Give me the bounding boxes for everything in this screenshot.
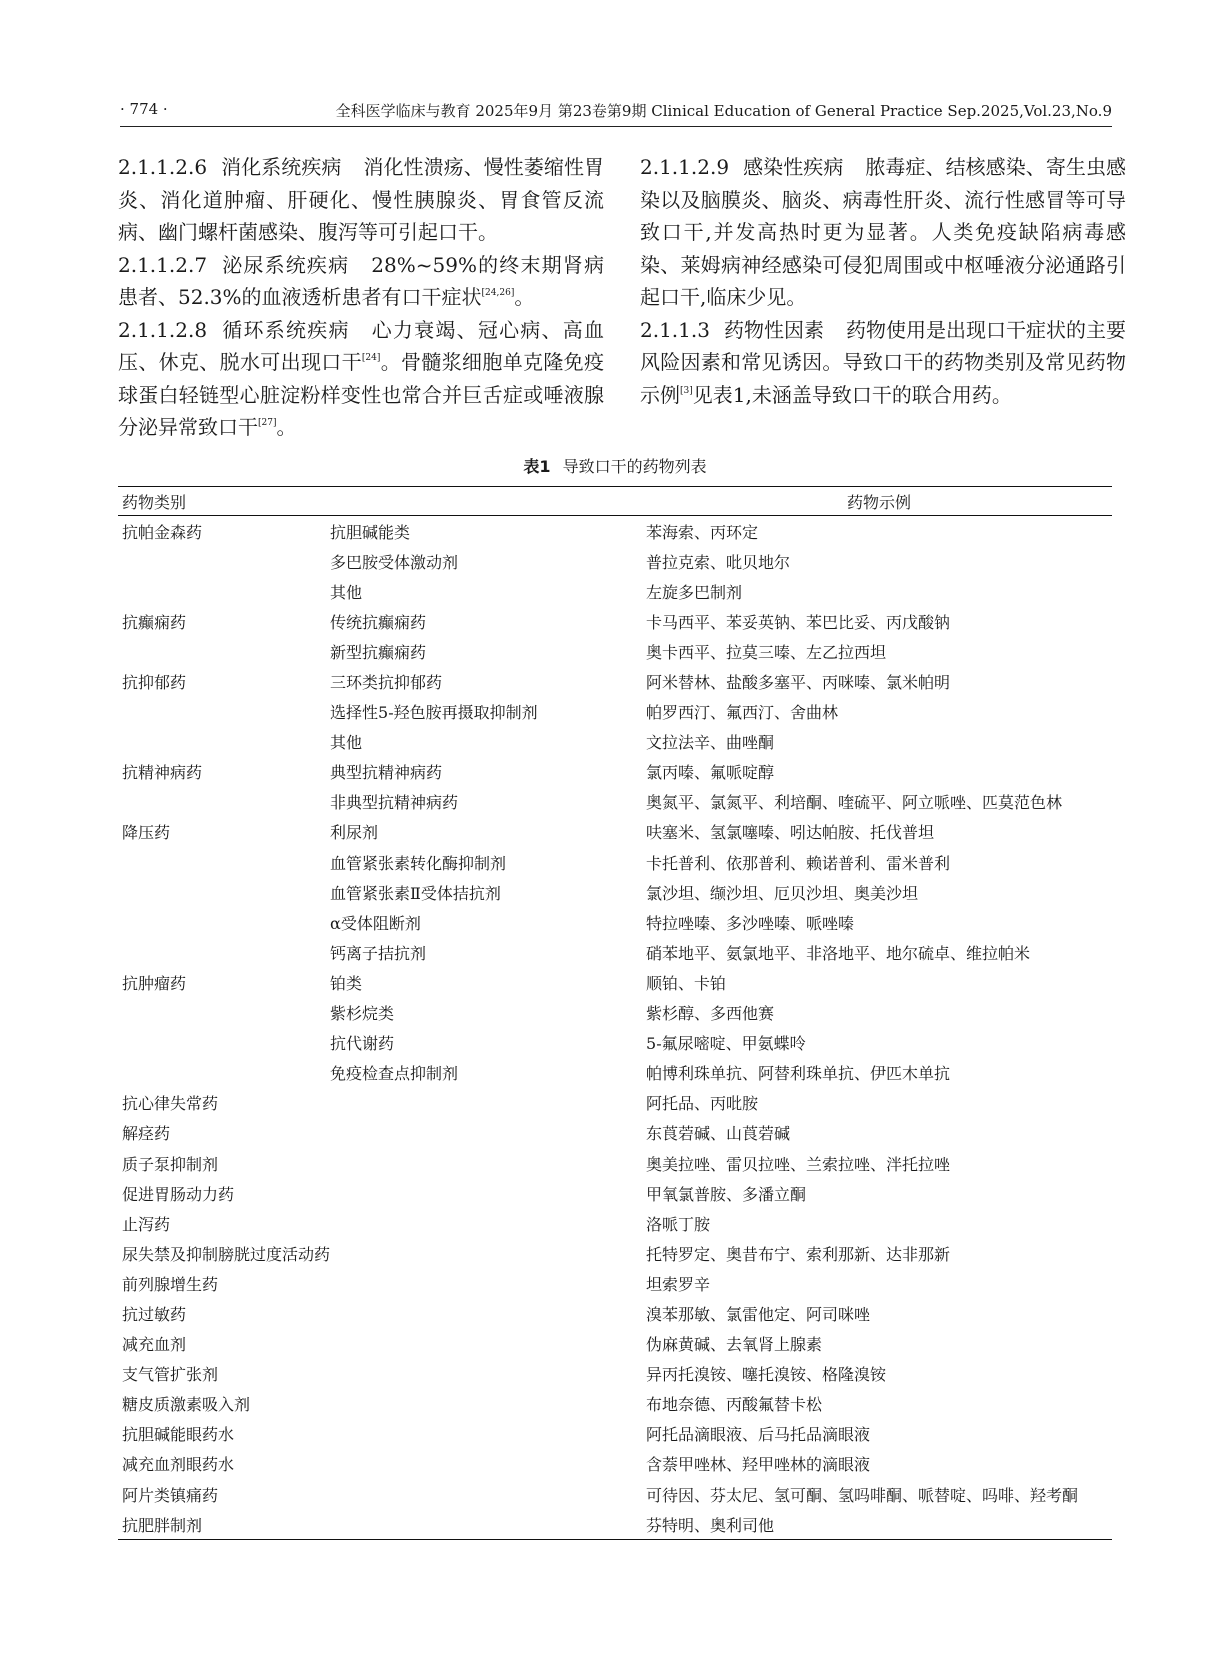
cell-category: 前列腺增生药 — [122, 1274, 219, 1294]
cell-examples: 洛哌丁胺 — [646, 1214, 711, 1234]
cell-subcategory — [330, 1329, 646, 1359]
section-paragraph: 2.1.1.3 药物性因素 药物使用是出现口干症状的主要风险因素和常见诱因。导致口干的药物类别及常见药物示例[3]见表1,未涵盖导致口干的联合用药。 — [640, 317, 1127, 407]
cell-examples: 可待因、芬太尼、氢可酮、氢吗啡酮、哌替啶、吗啡、羟考酮 — [646, 1485, 1079, 1505]
cell-examples: 氯沙坦、缬沙坦、厄贝沙坦、奥美沙坦 — [646, 883, 919, 903]
citation-ref: [24] — [361, 353, 381, 363]
cell-category — [118, 576, 330, 606]
cell-subcategory: 其他 — [330, 733, 363, 753]
cell-examples: 东莨菪碱、山莨菪碱 — [646, 1124, 791, 1144]
table-row — [118, 1088, 1112, 1118]
cell-category — [118, 907, 330, 937]
cell-examples: 含萘甲唑林、羟甲唑林的滴眼液 — [646, 1455, 871, 1475]
cell-category: 降压药 — [122, 823, 171, 843]
header-category: 药物类别 — [118, 487, 646, 516]
section-heading: 感染性疾病 — [743, 155, 844, 179]
left-column — [118, 151, 604, 444]
cell-category: 抗抑郁药 — [122, 673, 187, 693]
cell-examples: 左旋多巴制剂 — [646, 582, 743, 602]
cell-category — [118, 1058, 330, 1088]
cell-examples: 帕博利珠单抗、阿替利珠单抗、伊匹木单抗 — [646, 1064, 951, 1084]
cell-subcategory: 紫杉烷类 — [330, 1004, 395, 1024]
table-row — [118, 757, 1112, 787]
table-row — [118, 606, 1112, 636]
cell-examples: 芬特明、奥利司他 — [646, 1509, 1112, 1540]
cell-subcategory — [330, 1268, 646, 1298]
cell-subcategory: 抗胆碱能类 — [330, 522, 411, 542]
table-row — [118, 516, 1112, 547]
cell-subcategory — [330, 1449, 646, 1479]
cell-category: 抗肿瘤药 — [122, 973, 187, 993]
cell-examples: 异丙托溴铵、噻托溴铵、格隆溴铵 — [646, 1365, 887, 1385]
cell-subcategory: 利尿剂 — [330, 823, 379, 843]
cell-subcategory: 其他 — [330, 582, 363, 602]
cell-category: 支气管扩张剂 — [122, 1365, 219, 1385]
cell-examples: 阿米替林、盐酸多塞平、丙咪嗪、氯米帕明 — [646, 673, 951, 693]
cell-category — [118, 877, 330, 907]
table-row — [118, 1298, 1112, 1328]
cell-subcategory: 免疫检查点抑制剂 — [330, 1064, 459, 1084]
cell-examples: 卡托普利、依那普利、赖诺普利、雷米普利 — [646, 853, 951, 873]
cell-subcategory — [330, 1419, 646, 1449]
cell-category: 解痉药 — [122, 1124, 171, 1144]
table-title: 导致口干的药物列表 — [562, 457, 707, 476]
cell-examples: 硝苯地平、氨氯地平、非洛地平、地尔硫卓、维拉帕米 — [646, 943, 1031, 963]
table-row — [118, 937, 1112, 967]
cell-subcategory: 典型抗精神病药 — [330, 763, 443, 783]
cell-category: 减充血剂 — [122, 1335, 187, 1355]
section-paragraph: 2.1.1.2.6 消化系统疾病 消化性溃疡、慢性萎缩性胃炎、消化道肿瘤、肝硬化、慢性胰腺炎、胃食管反流病、幽门螺杆菌感染、腹泻等可引起口干。 — [118, 155, 605, 244]
cell-subcategory: 钙离子拮抗剂 — [330, 943, 427, 963]
table-row — [118, 576, 1112, 606]
section-heading: 循环系统疾病 — [221, 317, 350, 342]
cell-subcategory: 三环类抗抑郁药 — [330, 673, 443, 693]
cell-subcategory — [330, 1118, 646, 1148]
table-row — [118, 1118, 1112, 1148]
cell-category — [118, 697, 330, 727]
table-row — [118, 847, 1112, 877]
cell-category: 阿片类镇痛药 — [122, 1485, 219, 1505]
cell-subcategory: 传统抗癫痫药 — [330, 612, 427, 632]
section-paragraph: 2.1.1.2.9 感染性疾病 脓毒症、结核感染、寄生虫感染以及脑膜炎、脑炎、病毒性肝炎、流行性感冒等可导致口干,并发高热时更为显著。人类免疫缺陷病毒感染、莱姆病神经感染可侵犯周围或中枢唾液分泌通路引起口干,临床少见。 — [640, 155, 1126, 309]
cell-examples: 苯海索、丙环定 — [646, 522, 759, 542]
cell-examples: 溴苯那敏、氯雷他定、阿司咪唑 — [646, 1304, 871, 1324]
cell-category: 减充血剂眼药水 — [122, 1455, 235, 1475]
table-row — [118, 1449, 1112, 1479]
cell-subcategory — [330, 1298, 646, 1328]
table-row — [118, 1389, 1112, 1419]
cell-category: 尿失禁及抑制膀胱过度活动药 — [122, 1244, 331, 1264]
table-row — [118, 967, 1112, 997]
cell-examples: 阿托品滴眼液、后马托品滴眼液 — [646, 1425, 871, 1445]
table-caption — [118, 454, 1112, 477]
citation-ref: [3] — [680, 385, 693, 396]
table-row — [118, 697, 1112, 727]
table-row — [118, 546, 1112, 576]
cell-examples: 特拉唑嗪、多沙唑嗪、哌唑嗪 — [646, 913, 855, 933]
table-header-row — [118, 487, 1112, 516]
cell-category — [118, 998, 330, 1028]
table-row — [118, 727, 1112, 757]
cell-subcategory: 血管紧张素Ⅱ受体拮抗剂 — [330, 883, 501, 903]
cell-category: 抗帕金森药 — [122, 522, 203, 542]
cell-examples: 布地奈德、丙酸氟替卡松 — [646, 1395, 823, 1415]
table-row — [118, 1419, 1112, 1449]
table-row — [118, 1058, 1112, 1088]
cell-subcategory: 多巴胺受体激动剂 — [330, 552, 459, 572]
cell-subcategory — [330, 1238, 646, 1268]
citation-ref: [24,26] — [481, 288, 515, 298]
cell-category: 止泻药 — [122, 1214, 171, 1234]
section-heading: 消化系统疾病 — [221, 155, 342, 179]
cell-examples: 奥卡西平、拉莫三嗪、左乙拉西坦 — [646, 642, 887, 662]
cell-subcategory — [330, 1178, 646, 1208]
section-heading: 泌尿系统疾病 — [221, 252, 350, 277]
table-row — [118, 666, 1112, 696]
table-row — [118, 636, 1112, 666]
cell-examples: 紫杉醇、多西他赛 — [646, 1004, 775, 1024]
cell-category: 促进胃肠动力药 — [122, 1184, 235, 1204]
table-row — [118, 1359, 1112, 1389]
cell-category: 抗肥胖制剂 — [118, 1509, 330, 1540]
page-number: · 774 · — [120, 100, 168, 118]
cell-examples: 氯丙嗪、氟哌啶醇 — [646, 763, 775, 783]
cell-examples: 阿托品、丙吡胺 — [646, 1094, 759, 1114]
table-row — [118, 1509, 1112, 1540]
right-column — [640, 151, 1126, 411]
cell-subcategory — [330, 1389, 646, 1419]
table-row — [118, 1178, 1112, 1208]
cell-category — [118, 787, 330, 817]
table-row — [118, 877, 1112, 907]
cell-category: 抗心律失常药 — [122, 1094, 219, 1114]
cell-category: 糖皮质激素吸入剂 — [122, 1395, 251, 1415]
table-row — [118, 1028, 1112, 1058]
table-row — [118, 1148, 1112, 1178]
cell-category — [118, 1028, 330, 1058]
cell-category: 抗癫痫药 — [122, 612, 187, 632]
cell-examples: 奥氮平、氯氮平、利培酮、喹硫平、阿立哌唑、匹莫范色林 — [646, 793, 1063, 813]
cell-category — [118, 727, 330, 757]
cell-subcategory: 新型抗癫痫药 — [330, 642, 427, 662]
running-header — [120, 100, 1112, 127]
section-heading: 药物性因素 — [723, 317, 824, 342]
cell-category: 质子泵抑制剂 — [122, 1154, 219, 1174]
cell-subcategory — [330, 1509, 646, 1540]
cell-examples: 顺铂、卡铂 — [646, 973, 727, 993]
table-row — [118, 1329, 1112, 1359]
citation-ref: [27] — [258, 418, 277, 428]
cell-subcategory — [330, 1088, 646, 1118]
table-row — [118, 1268, 1112, 1298]
cell-examples: 托特罗定、奥昔布宁、索利那新、达非那新 — [646, 1244, 951, 1264]
journal-citation: 全科医学临床与教育 2025年9月 第23卷第9期 Clinical Education of General Practice Sep.2025,Vol.23,No.9 — [335, 102, 1112, 120]
cell-examples: 卡马西平、苯妥英钠、苯巴比妥、丙戊酸钠 — [646, 612, 951, 632]
cell-examples: 呋塞米、氢氯噻嗪、吲达帕胺、托伐普坦 — [646, 823, 935, 843]
cell-category — [118, 546, 330, 576]
cell-subcategory: 选择性5-羟色胺再摄取抑制剂 — [330, 703, 538, 723]
section-paragraph: 2.1.1.2.7 泌尿系统疾病 28%~59%的终末期肾病患者、52.3%的血液透析患者有口干症状[24,26]。 — [118, 252, 605, 309]
table-row — [118, 1208, 1112, 1238]
table-row — [118, 907, 1112, 937]
table-body — [118, 516, 1112, 1540]
drug-table — [118, 486, 1112, 1540]
table-row — [118, 1238, 1112, 1268]
cell-subcategory: 铂类 — [330, 973, 363, 993]
cell-category: 抗精神病药 — [122, 763, 203, 783]
section-paragraph: 2.1.1.2.8 循环系统疾病 心力衰竭、冠心病、高血压、休克、脱水可出现口干[24]。骨髓浆细胞单克隆免疫球蛋白轻链型心脏淀粉样变性也常合并巨舌症或唾液腺分泌异常致口干[27]。 — [118, 317, 605, 439]
cell-examples: 帕罗西汀、氟西汀、舍曲林 — [646, 703, 839, 723]
cell-subcategory: α受体阻断剂 — [330, 913, 421, 933]
cell-category: 抗胆碱能眼药水 — [122, 1425, 235, 1445]
cell-subcategory: 血管紧张素转化酶抑制剂 — [330, 853, 507, 873]
cell-examples: 文拉法辛、曲唑酮 — [646, 733, 775, 753]
table-row — [118, 1479, 1112, 1509]
cell-examples: 奥美拉唑、雷贝拉唑、兰索拉唑、泮托拉唑 — [646, 1154, 951, 1174]
table-number: 表1 — [523, 457, 551, 476]
cell-category — [118, 847, 330, 877]
cell-subcategory: 非典型抗精神病药 — [330, 793, 459, 813]
cell-subcategory — [330, 1479, 646, 1509]
cell-category — [118, 937, 330, 967]
cell-category: 抗过敏药 — [122, 1304, 187, 1324]
cell-subcategory — [330, 1359, 646, 1389]
cell-subcategory: 抗代谢药 — [330, 1034, 395, 1054]
cell-examples: 5-氟尿嘧啶、甲氨蝶呤 — [646, 1034, 806, 1054]
header-examples: 药物示例 — [646, 487, 1112, 516]
table-row — [118, 817, 1112, 847]
cell-subcategory — [330, 1208, 646, 1238]
table-row — [118, 998, 1112, 1028]
cell-examples: 坦索罗辛 — [646, 1274, 711, 1294]
cell-examples: 普拉克索、吡贝地尔 — [646, 552, 791, 572]
cell-category — [118, 636, 330, 666]
cell-subcategory — [330, 1148, 646, 1178]
table-row — [118, 787, 1112, 817]
cell-examples: 甲氧氯普胺、多潘立酮 — [646, 1184, 807, 1204]
cell-examples: 伪麻黄碱、去氧肾上腺素 — [646, 1335, 823, 1355]
